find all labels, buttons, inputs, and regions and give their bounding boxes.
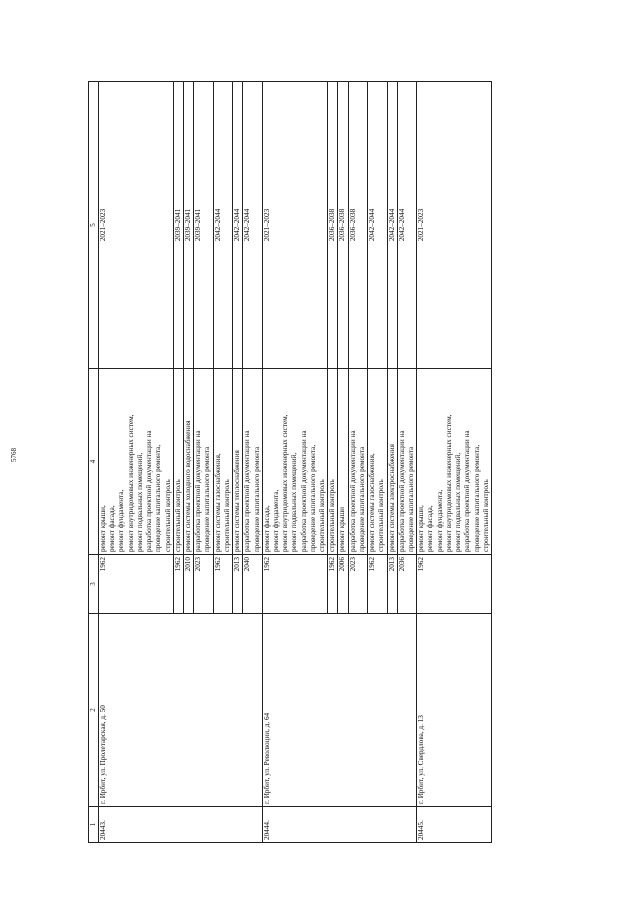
period-cell: 2021–2023 xyxy=(416,82,491,369)
work-line: проведение капитального ремонта, xyxy=(308,444,317,552)
works-cell xyxy=(262,369,328,555)
works-cell xyxy=(416,369,491,555)
period-cell: 2042–2044 xyxy=(387,82,397,369)
works-cell xyxy=(98,369,173,555)
work-line: строительный контроль xyxy=(163,479,172,552)
period-cell: 2042–2044 xyxy=(367,82,386,369)
work-line: проведение капитального ремонта xyxy=(357,446,366,552)
work-line: ремонт внутридомовых инженерных систем, xyxy=(280,414,289,552)
work-line: строительный контроль xyxy=(376,479,385,552)
year-cell: 2040 xyxy=(242,555,261,614)
work-line: разработка проектной документации на xyxy=(462,430,471,552)
year-cell: 2023 xyxy=(193,555,212,614)
year-cell: 2013 xyxy=(387,555,397,614)
year-cell: 1962 xyxy=(213,555,232,614)
works-cell xyxy=(387,369,397,555)
work-line: ремонт подвальных помещений, xyxy=(453,452,462,552)
column-number-row xyxy=(88,82,98,843)
table-wrapper xyxy=(88,81,613,843)
column-number-4: 4 xyxy=(88,369,98,555)
work-line: разработка проектной документации на xyxy=(299,430,308,552)
work-line: строительный контроль xyxy=(222,479,231,552)
work-line: разработка проектной документации на xyxy=(242,430,251,552)
work-line: ремонт системы электроснабжения xyxy=(387,444,396,552)
table-body xyxy=(88,82,491,843)
column-number-1: 1 xyxy=(88,807,98,843)
period-cell: 2036–2038 xyxy=(337,82,347,369)
table-row xyxy=(262,82,328,843)
work-line: ремонт фасада, xyxy=(107,505,116,552)
table-row xyxy=(416,82,491,843)
works-cell xyxy=(367,369,386,555)
column-number-2: 2 xyxy=(88,614,98,807)
object-number: 20443. xyxy=(98,807,262,843)
work-line: проведение капитального ремонта xyxy=(202,446,211,552)
work-line: ремонт внутридомовых инженерных систем, xyxy=(444,414,453,552)
period-cell: 2042–2044 xyxy=(213,82,232,369)
work-line: строительный контроль xyxy=(317,479,326,552)
table-row xyxy=(98,82,173,843)
column-number-5: 5 xyxy=(88,82,98,369)
period-cell: 2036–2038 xyxy=(348,82,367,369)
work-line: разработка проектной документации на xyxy=(348,430,357,552)
year-cell: 2023 xyxy=(348,555,367,614)
object-number: 20445. xyxy=(416,807,491,843)
year-cell: 1962 xyxy=(416,555,491,614)
work-line: проведение капитального ремонта xyxy=(406,446,415,552)
work-line: ремонт системы теплоснабжения xyxy=(232,450,241,552)
work-line: ремонт крыши xyxy=(337,506,346,552)
period-cell: 2021–2023 xyxy=(98,82,173,369)
works-cell xyxy=(348,369,367,555)
works-cell xyxy=(213,369,232,555)
work-line: строительный контроль xyxy=(173,479,182,552)
works-cell xyxy=(337,369,347,555)
page-number xyxy=(8,2,20,905)
period-cell: 2042–2044 xyxy=(232,82,242,369)
work-line: ремонт фундамента, xyxy=(271,489,280,552)
object-address: г. Ирбит, ул. Революции, д. 64 xyxy=(262,614,417,807)
work-line: ремонт фасада, xyxy=(262,505,271,552)
object-address: г. Ирбит, ул. Свердлова, д. 13 xyxy=(416,614,491,807)
period-cell: 2042–2044 xyxy=(242,82,261,369)
work-line: строительный контроль xyxy=(481,479,490,552)
works-cell xyxy=(242,369,261,555)
page-number-text: 5768 xyxy=(10,447,18,462)
works-cell xyxy=(193,369,212,555)
works-cell xyxy=(232,369,242,555)
year-cell: 2010 xyxy=(183,555,193,614)
period-cell: 2039–2041 xyxy=(193,82,212,369)
year-cell: 1962 xyxy=(173,555,183,614)
works-cell xyxy=(327,369,337,555)
repair-schedule-table xyxy=(88,81,492,843)
work-line: ремонт фундамента, xyxy=(116,489,125,552)
work-line: ремонт системы холодного водоснабжения xyxy=(183,420,192,552)
work-line: проведение капитального ремонта, xyxy=(153,444,162,552)
works-cell xyxy=(183,369,193,555)
period-cell: 2042–2044 xyxy=(397,82,416,369)
work-line: ремонт крыши, xyxy=(416,505,425,552)
work-line: ремонт фасада, xyxy=(425,505,434,552)
work-line: разработка проектной документации на xyxy=(144,430,153,552)
year-cell: 2006 xyxy=(337,555,347,614)
period-cell: 2021–2023 xyxy=(262,82,328,369)
work-line: ремонт фундамента, xyxy=(435,489,444,552)
period-cell: 2039–2041 xyxy=(183,82,193,369)
year-cell: 1962 xyxy=(327,555,337,614)
work-line: проведение капитального ремонта xyxy=(252,446,260,552)
work-line: ремонт внутридомовых инженерных систем, xyxy=(126,414,135,552)
work-line: ремонт подвальных помещений, xyxy=(135,452,144,552)
works-cell xyxy=(173,369,183,555)
year-cell: 1962 xyxy=(367,555,386,614)
works-cell xyxy=(397,369,416,555)
work-line: строительный контроль xyxy=(327,479,336,552)
year-cell: 2036 xyxy=(397,555,416,614)
year-cell: 2013 xyxy=(232,555,242,614)
period-cell: 2039–2041 xyxy=(173,82,183,369)
year-cell: 1962 xyxy=(262,555,328,614)
work-line: разработка проектной документации на xyxy=(193,430,202,552)
column-number-3: 3 xyxy=(88,555,98,614)
object-number: 20444. xyxy=(262,807,417,843)
year-cell: 1962 xyxy=(98,555,173,614)
work-line: разработка проектной документации на xyxy=(397,430,406,552)
work-line: ремонт системы газоснабжения, xyxy=(367,453,376,552)
period-cell: 2036–2038 xyxy=(327,82,337,369)
work-line: ремонт подвальных помещений, xyxy=(289,452,298,552)
work-line: ремонт крыши, xyxy=(98,505,107,552)
work-line: ремонт системы газоснабжения, xyxy=(213,453,222,552)
object-address: г. Ирбит, ул. Пролетарская, д. 50 xyxy=(98,614,262,807)
work-line: проведение капитального ремонта, xyxy=(472,444,481,552)
